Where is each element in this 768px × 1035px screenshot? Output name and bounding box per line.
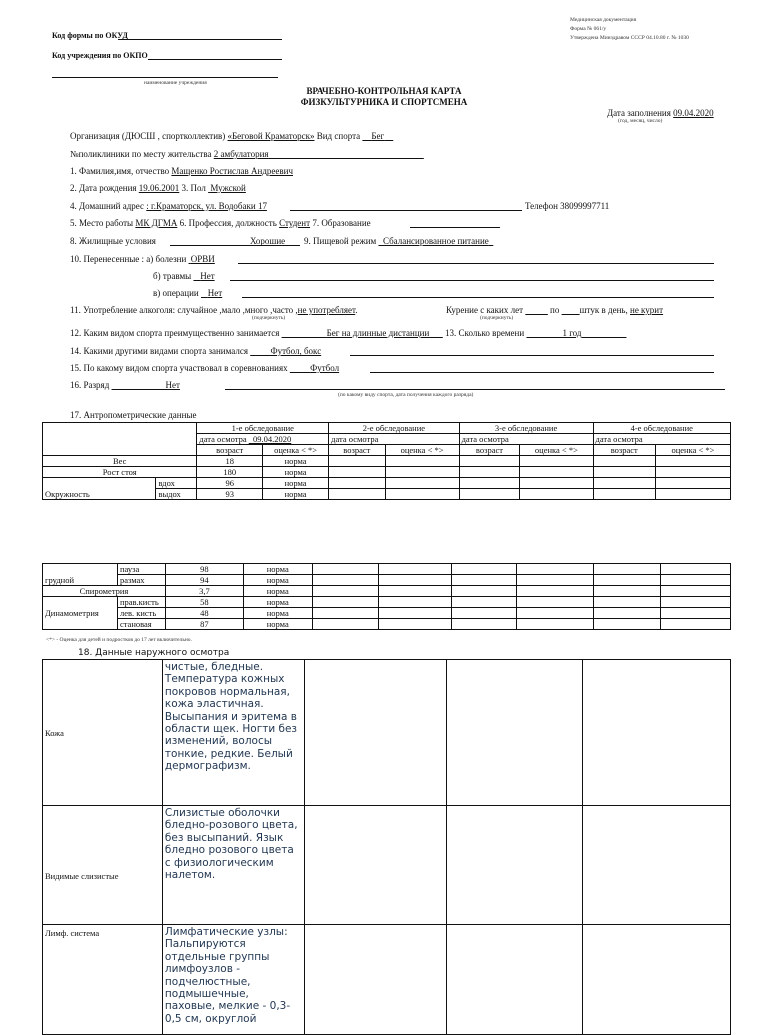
table-corner	[43, 423, 197, 456]
okpo-line	[148, 59, 282, 60]
table-row	[43, 608, 731, 619]
field-15: 15. По какому видом спорта участвовал в соревнованиях Футбол	[70, 363, 340, 373]
score-header: оценка < *>	[520, 445, 593, 456]
rank-line	[225, 389, 725, 390]
mucosa-label: Видимые слизистые	[43, 806, 163, 925]
exam-3-header: 3-е обследование	[459, 423, 593, 434]
diseases-line	[238, 263, 714, 264]
score-value: норма	[243, 597, 312, 608]
org-row: Организация (ДЮСШ , спортколлектив) «Беговой Краматорск» Вид спорта Бег	[70, 131, 385, 141]
stand-value: 87	[165, 619, 243, 630]
table-row	[43, 597, 731, 608]
pause-label: пауза	[117, 564, 165, 575]
field-16: 16. Разряд Нет	[70, 380, 180, 390]
form-number: Форма № 061/у	[570, 26, 607, 32]
score-header: оценка < *>	[655, 445, 730, 456]
med-doc-label: Медицинская документация	[570, 17, 637, 23]
exhale-label: выдох	[156, 489, 197, 500]
score-value: норма	[243, 619, 312, 630]
range-label: размах	[117, 575, 165, 586]
exam-1-header: 1-е обследование	[197, 423, 329, 434]
smoking-caption: (подчеркнуть)	[480, 315, 514, 321]
smoking: Курение с каких лет по штук в день, не курит	[446, 305, 664, 315]
score-value: норма	[243, 575, 312, 586]
left-hand-value: 48	[165, 608, 243, 619]
table-row	[43, 456, 731, 467]
lymph-text: Лимфатические узлы: Пальпируются отдельные группы лимфоузлов - подчелюстные, подмышечные, паховые, мелкие - 0,3-0,5 см, округлой	[162, 925, 304, 1035]
table-row	[43, 564, 731, 575]
age-header: возраст	[197, 445, 263, 456]
score-value: норма	[263, 478, 329, 489]
field-9: 9. Пищевой режим Сбалансированное питание	[304, 236, 489, 246]
weight-label: Вес	[43, 456, 197, 467]
score-value: норма	[263, 489, 329, 500]
field-10a: 10. Перенесенные : а) болезни ОРВИ	[70, 254, 215, 264]
field-8-value: Хорошие	[250, 236, 286, 246]
exam-3-date: дата осмотра	[459, 434, 593, 445]
exhale-value: 93	[197, 489, 263, 500]
table-row	[43, 478, 731, 489]
exam-4-date: дата осмотра	[593, 434, 730, 445]
score-value: норма	[263, 467, 329, 478]
height-value: 180	[197, 467, 263, 478]
score-header: оценка < *>	[385, 445, 459, 456]
other-sports-line	[350, 355, 714, 356]
table-row	[43, 660, 731, 806]
external-exam-table	[42, 659, 731, 1035]
table-row	[43, 925, 731, 1035]
field-2-3: 2. Дата рождения 19.06.2001 3. Пол Мужской	[70, 183, 246, 193]
education-line	[410, 227, 500, 228]
address-line	[290, 210, 522, 211]
field-10b: б) травмы Нет	[153, 271, 215, 281]
score-value: норма	[263, 456, 329, 467]
lymph-label: Лимф. система	[43, 925, 163, 1035]
pause-value: 98	[165, 564, 243, 575]
skin-label: Кожа	[43, 660, 163, 806]
spirometry-value: 3,7	[165, 586, 243, 597]
approved-label: Утверждена Минздравом СССР 04.10.80 г. № 1030	[570, 35, 689, 41]
field-4: 4. Домашний адрес : г.Краматорск, ул. Водобаки 17	[70, 201, 267, 211]
field-1: 1. Фамилия,имя, отчество Мащенко Ростислав Андреевич	[70, 166, 294, 176]
alcohol-caption: (подчеркнуть)	[252, 315, 286, 321]
fill-date-caption: (год, месяц, число)	[618, 118, 663, 124]
anthropometry-footnote: <*> - Оценка для детей и подростков до 17 лет включительно.	[46, 637, 192, 643]
fill-date: Дата заполнения 09.04.2020	[607, 108, 714, 118]
clinic-row: №поликлиники по месту жительства 2 амбулатория	[70, 149, 269, 159]
exam-1-date: дата осмотра 09.04.2020	[197, 434, 329, 445]
right-hand-value: 58	[165, 597, 243, 608]
spirometry-label: Спирометрия	[43, 586, 166, 597]
exam-2-header: 2-е обследование	[329, 423, 459, 434]
table-row	[43, 619, 731, 630]
range-value: 94	[165, 575, 243, 586]
table-row	[43, 586, 731, 597]
table-row	[43, 806, 731, 925]
okpo-label: Код учреждения по ОКПО	[52, 51, 148, 60]
circumference-label: Окружность	[43, 478, 156, 500]
field-14: 14. Какими другими видами спорта занимался Футбол, бокс	[70, 346, 322, 356]
exam-4-header: 4-е обследование	[593, 423, 730, 434]
title-line-2: ФИЗКУЛЬТУРНИКА И СПОРТСМЕНА	[300, 97, 468, 107]
stand-label: становая	[117, 619, 165, 630]
dynamometry-label: Динамометрия	[43, 597, 118, 630]
mucosa-text: Слизистые оболочки бледно-розового цвета, без высыпаний. Язык бледно розового цвета с физиологическим налетом.	[162, 806, 304, 925]
age-header: возраст	[329, 445, 385, 456]
table-row	[43, 575, 731, 586]
anthropometry-title: 17. Антропометрические данные	[70, 410, 197, 420]
inhale-label: вдох	[156, 478, 197, 489]
phone: Телефон 38099997711	[525, 201, 610, 211]
okud-label: Код формы по ОКУД	[52, 31, 128, 40]
height-label: Рост стоя	[43, 467, 197, 478]
field-10c: в) операции Нет	[153, 288, 223, 298]
field-12-13: 12. Каким видом спорта преимущественно занимается Бег на длинные дистанции 13. Сколько времени 1 год	[70, 328, 582, 338]
field-8-9: 8. Жилищные условия	[70, 236, 156, 246]
title-line-1: ВРАЧЕБНО-КОНТРОЛЬНАЯ КАРТА	[306, 86, 462, 96]
field-11: 11. Употребление алкоголя: случайное ,мало ,много ,часто ,не употребляет.	[70, 305, 358, 315]
weight-value: 18	[197, 456, 263, 467]
okud-line	[118, 39, 282, 40]
competitions-line	[370, 372, 714, 373]
right-hand-label: прав.кисть	[117, 597, 165, 608]
age-header: возраст	[593, 445, 655, 456]
exam-2-date: дата осмотра	[329, 434, 459, 445]
external-exam-title: 18. Данные наружного осмотра	[78, 648, 230, 658]
injuries-line	[230, 280, 714, 281]
left-hand-label: лев. кисть	[117, 608, 165, 619]
table-row	[43, 467, 731, 478]
inhale-value: 96	[197, 478, 263, 489]
score-value: норма	[243, 564, 312, 575]
anthropometry-table	[42, 422, 731, 500]
anthropometry-table-continued	[42, 563, 731, 630]
score-header: оценка < *>	[263, 445, 329, 456]
skin-text: чистые, бледные. Температура кожных покровов нормальная, кожа эластичная. Высыпания и эритема в области щек. Ногти без изменений, волосы тонкие, редкие. Белый дермографизм.	[162, 660, 304, 806]
score-value: норма	[243, 608, 312, 619]
institution-caption: наименование учреждения	[144, 80, 207, 86]
score-value: норма	[243, 586, 312, 597]
institution-line	[52, 77, 278, 78]
field-5-7: 5. Место работы МК ДГМА 6. Профессия, должность Студент 7. Образование	[70, 218, 371, 228]
chest-label: грудной	[43, 564, 118, 586]
operations-line	[242, 297, 714, 298]
age-header: возраст	[459, 445, 520, 456]
rank-caption: (по какому виду спорта, дата получения каждого разряда)	[338, 392, 474, 398]
